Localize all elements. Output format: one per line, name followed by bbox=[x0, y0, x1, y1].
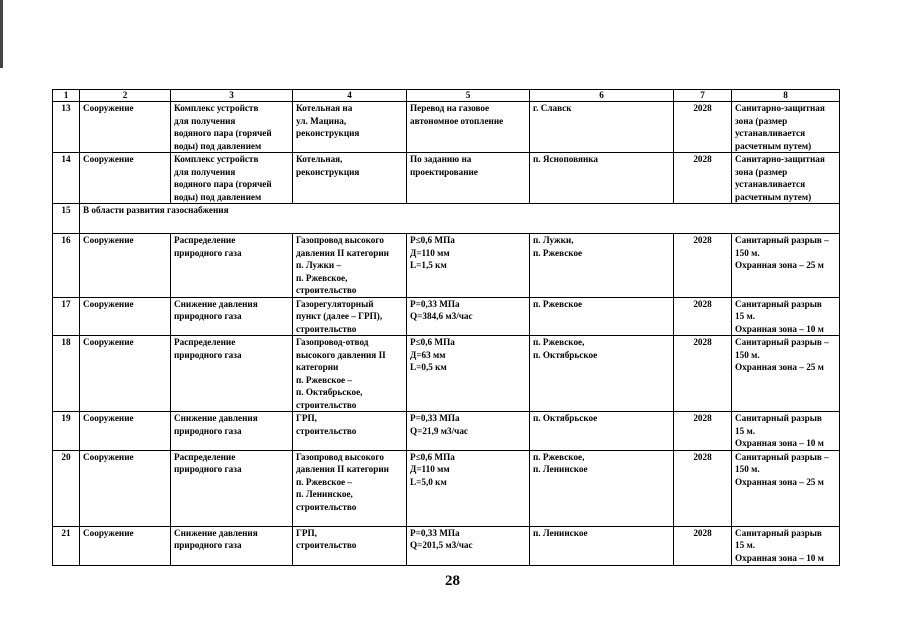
row-number: 18 bbox=[53, 336, 80, 412]
completion-year: 2028 bbox=[674, 102, 732, 153]
cell-line: природного газа bbox=[174, 540, 242, 550]
cell-line: строительство bbox=[296, 323, 357, 334]
section-row bbox=[53, 204, 840, 234]
cell-line: Д=110 мм bbox=[410, 247, 450, 258]
object-purpose bbox=[171, 297, 293, 336]
object-purpose bbox=[171, 102, 293, 153]
cell-line: Снижение давления bbox=[174, 413, 258, 423]
object-purpose bbox=[171, 234, 293, 298]
cell-line: Д=63 мм bbox=[410, 349, 446, 360]
cell-line: Снижение давления bbox=[174, 527, 258, 538]
cell-line: природного газа bbox=[174, 311, 242, 321]
object-purpose bbox=[171, 336, 293, 412]
cell-line: давления II категории bbox=[296, 247, 389, 258]
object-parameters bbox=[407, 297, 530, 336]
cell-line: устанавливается bbox=[735, 179, 806, 189]
table-row bbox=[53, 526, 840, 565]
column-header: 7 bbox=[674, 90, 732, 102]
cell-line: строительство bbox=[296, 540, 357, 550]
object-parameters bbox=[407, 412, 530, 451]
row-number: 20 bbox=[53, 450, 80, 526]
table-row bbox=[53, 450, 840, 526]
completion-year: 2028 bbox=[674, 526, 732, 565]
cell-line: п. Ржевское – bbox=[296, 374, 353, 385]
cell-line: Котельная, bbox=[296, 154, 343, 164]
column-header: 6 bbox=[530, 90, 674, 102]
cell-line: Санитарно-защитная bbox=[735, 154, 825, 164]
column-header: 3 bbox=[171, 90, 293, 102]
cell-line: ул. Мацина, bbox=[296, 115, 347, 126]
cell-line: 15 м. bbox=[735, 540, 756, 550]
zone-characteristics bbox=[732, 234, 840, 298]
measures-table bbox=[52, 89, 840, 566]
object-name bbox=[293, 153, 407, 204]
cell-line: Q=21,9 м3/час bbox=[410, 425, 469, 436]
object-location bbox=[530, 297, 674, 336]
cell-line: п. Октябрьское, bbox=[296, 387, 363, 397]
row-number: 19 bbox=[53, 412, 80, 451]
object-type: Сооружение bbox=[80, 526, 171, 565]
row-number: 16 bbox=[53, 234, 80, 298]
cell-line: воды) под давлением bbox=[174, 140, 262, 151]
cell-line: категории bbox=[296, 362, 339, 372]
zone-characteristics bbox=[732, 102, 840, 153]
column-header: 4 bbox=[293, 90, 407, 102]
cell-line: L=0,5 км bbox=[410, 362, 447, 372]
column-number-row bbox=[53, 90, 840, 102]
object-location bbox=[530, 336, 674, 412]
object-name bbox=[293, 336, 407, 412]
column-header: 1 bbox=[53, 90, 80, 102]
cell-line: Охранная зона – 10 м bbox=[735, 552, 824, 563]
cell-line: строительство bbox=[296, 425, 357, 436]
cell-line: высокого давления II bbox=[296, 349, 386, 360]
cell-line: п. Ржевское, bbox=[533, 451, 585, 462]
cell-line: Санитарный разрыв – bbox=[735, 235, 829, 245]
zone-characteristics bbox=[732, 412, 840, 451]
cell-line: Охранная зона – 25 м bbox=[735, 260, 824, 270]
scan-edge-mark bbox=[0, 0, 3, 68]
cell-line: водяного пара (горячей bbox=[174, 179, 272, 189]
cell-line: п. Лужки, bbox=[533, 235, 574, 245]
object-type: Сооружение bbox=[80, 412, 171, 451]
cell-line: пункт (далее – ГРП), bbox=[296, 311, 383, 321]
cell-line: строительство bbox=[296, 285, 357, 295]
cell-line: Санитарный разрыв – bbox=[735, 337, 829, 347]
object-location bbox=[530, 153, 674, 204]
cell-line: Охранная зона – 10 м bbox=[735, 323, 824, 334]
cell-line: п. Ржевское, bbox=[533, 337, 585, 347]
object-purpose bbox=[171, 412, 293, 451]
cell-line: По заданию на bbox=[410, 154, 472, 164]
zone-characteristics bbox=[732, 153, 840, 204]
cell-line: п. Октябрьское bbox=[533, 349, 598, 360]
column-header: 2 bbox=[80, 90, 171, 102]
object-type: Сооружение bbox=[80, 336, 171, 412]
cell-line: Газопровод высокого bbox=[296, 451, 384, 462]
cell-line: расчетным путем) bbox=[735, 191, 812, 202]
cell-line: п. Лужки – bbox=[296, 260, 342, 270]
cell-line: природного газа bbox=[174, 349, 242, 360]
cell-line: п. Октябрьское bbox=[533, 413, 598, 423]
cell-line: Санитарный разрыв bbox=[735, 298, 822, 309]
cell-line: L=5,0 км bbox=[410, 476, 447, 487]
cell-line: Q=201,5 м3/час bbox=[410, 540, 473, 550]
column-header: 5 bbox=[407, 90, 530, 102]
object-location bbox=[530, 526, 674, 565]
object-parameters bbox=[407, 102, 530, 153]
object-purpose bbox=[171, 450, 293, 526]
cell-line: п. Ржевское, bbox=[296, 272, 348, 283]
object-name bbox=[293, 102, 407, 153]
completion-year: 2028 bbox=[674, 336, 732, 412]
object-name bbox=[293, 526, 407, 565]
object-location bbox=[530, 234, 674, 298]
object-parameters bbox=[407, 336, 530, 412]
cell-line: п. Ясноповянка bbox=[533, 154, 598, 164]
cell-line: P=0,33 МПа bbox=[410, 298, 460, 309]
cell-line: реконструкция bbox=[296, 128, 360, 138]
object-name bbox=[293, 297, 407, 336]
cell-line: 15 м. bbox=[735, 425, 756, 436]
cell-line: п. Ржевское bbox=[533, 247, 583, 258]
table-row bbox=[53, 102, 840, 153]
completion-year: 2028 bbox=[674, 297, 732, 336]
object-name bbox=[293, 450, 407, 526]
cell-line: Распределение bbox=[174, 337, 236, 347]
object-name bbox=[293, 412, 407, 451]
object-parameters bbox=[407, 526, 530, 565]
cell-line: Комплекс устройств bbox=[174, 103, 259, 113]
table-row bbox=[53, 412, 840, 451]
cell-line: ГРП, bbox=[296, 527, 317, 538]
cell-line: Снижение давления bbox=[174, 298, 258, 309]
cell-line: Газопровод высокого bbox=[296, 235, 384, 245]
cell-line: Санитарно-защитная bbox=[735, 103, 825, 113]
cell-line: реконструкция bbox=[296, 166, 360, 177]
cell-line: устанавливается bbox=[735, 128, 806, 138]
cell-line: природного газа bbox=[174, 425, 242, 436]
cell-line: п. Ленинское bbox=[533, 464, 588, 474]
cell-line: строительство bbox=[296, 399, 357, 410]
cell-line: Охранная зона – 25 м bbox=[735, 362, 824, 372]
row-number: 21 bbox=[53, 526, 80, 565]
cell-line: L=1,5 км bbox=[410, 260, 447, 270]
cell-line: Санитарный разрыв – bbox=[735, 451, 829, 462]
table-row bbox=[53, 336, 840, 412]
row-number: 17 bbox=[53, 297, 80, 336]
cell-line: Санитарный разрыв bbox=[735, 413, 822, 423]
object-parameters bbox=[407, 234, 530, 298]
object-name bbox=[293, 234, 407, 298]
object-parameters bbox=[407, 450, 530, 526]
cell-line: P=0,33 МПа bbox=[410, 413, 460, 423]
cell-line: P=0,33 МПа bbox=[410, 527, 460, 538]
completion-year: 2028 bbox=[674, 234, 732, 298]
object-parameters bbox=[407, 153, 530, 204]
section-title: В области развития газоснабжения bbox=[80, 204, 840, 234]
object-location bbox=[530, 102, 674, 153]
object-type: Сооружение bbox=[80, 102, 171, 153]
cell-line: строительство bbox=[296, 501, 357, 512]
cell-line: Котельная на bbox=[296, 103, 353, 113]
cell-line: природного газа bbox=[174, 247, 242, 258]
object-location bbox=[530, 412, 674, 451]
cell-line: P≤0,6 МПа bbox=[410, 235, 455, 245]
row-number: 15 bbox=[53, 204, 80, 234]
cell-line: водяного пара (горячей bbox=[174, 128, 272, 138]
object-type: Сооружение bbox=[80, 234, 171, 298]
cell-line: Д=110 мм bbox=[410, 464, 450, 474]
cell-line: п. Ржевское – bbox=[296, 476, 353, 487]
cell-line: Перевод на газовое bbox=[410, 103, 490, 113]
cell-line: для получения bbox=[174, 166, 236, 177]
table-row bbox=[53, 297, 840, 336]
cell-line: п. Ржевское bbox=[533, 298, 583, 309]
cell-line: Распределение bbox=[174, 235, 236, 245]
row-number: 14 bbox=[53, 153, 80, 204]
cell-line: P≤0,6 МПа bbox=[410, 337, 455, 347]
cell-line: г. Славск bbox=[533, 103, 572, 113]
cell-line: P≤0,6 МПа bbox=[410, 451, 455, 462]
completion-year: 2028 bbox=[674, 450, 732, 526]
cell-line: расчетным путем) bbox=[735, 140, 812, 151]
object-purpose bbox=[171, 153, 293, 204]
cell-line: 15 м. bbox=[735, 311, 756, 321]
cell-line: п. Ленинское bbox=[533, 527, 588, 538]
cell-line: Комплекс устройств bbox=[174, 154, 259, 164]
column-header: 8 bbox=[732, 90, 840, 102]
cell-line: автономное отопление bbox=[410, 115, 504, 126]
object-type: Сооружение bbox=[80, 450, 171, 526]
cell-line: воды) под давлением bbox=[174, 191, 262, 202]
completion-year: 2028 bbox=[674, 412, 732, 451]
cell-line: зона (размер bbox=[735, 115, 788, 126]
row-number: 13 bbox=[53, 102, 80, 153]
page-number: 28 bbox=[445, 573, 460, 589]
cell-line: Газопровод-отвод bbox=[296, 337, 369, 347]
cell-line: Охранная зона – 25 м bbox=[735, 476, 824, 487]
cell-line: Санитарный разрыв bbox=[735, 527, 822, 538]
object-type: Сооружение bbox=[80, 297, 171, 336]
cell-line: Газорегуляторный bbox=[296, 298, 374, 309]
cell-line: Охранная зона – 10 м bbox=[735, 438, 824, 448]
zone-characteristics bbox=[732, 297, 840, 336]
cell-line: проектирование bbox=[410, 166, 478, 177]
cell-line: 150 м. bbox=[735, 464, 760, 474]
object-type: Сооружение bbox=[80, 153, 171, 204]
object-location bbox=[530, 450, 674, 526]
cell-line: для получения bbox=[174, 115, 236, 126]
cell-line: природного газа bbox=[174, 464, 242, 474]
cell-line: п. Ленинское, bbox=[296, 489, 353, 499]
completion-year: 2028 bbox=[674, 153, 732, 204]
zone-characteristics bbox=[732, 450, 840, 526]
cell-line: 150 м. bbox=[735, 349, 760, 360]
cell-line: Q=384,6 м3/час bbox=[410, 311, 473, 321]
cell-line: Распределение bbox=[174, 451, 236, 462]
cell-line: ГРП, bbox=[296, 413, 317, 423]
cell-line: зона (размер bbox=[735, 166, 788, 177]
cell-line: давления II категории bbox=[296, 464, 389, 474]
object-purpose bbox=[171, 526, 293, 565]
table-row bbox=[53, 234, 840, 298]
cell-line: 150 м. bbox=[735, 247, 760, 258]
zone-characteristics bbox=[732, 336, 840, 412]
table-row bbox=[53, 153, 840, 204]
zone-characteristics bbox=[732, 526, 840, 565]
